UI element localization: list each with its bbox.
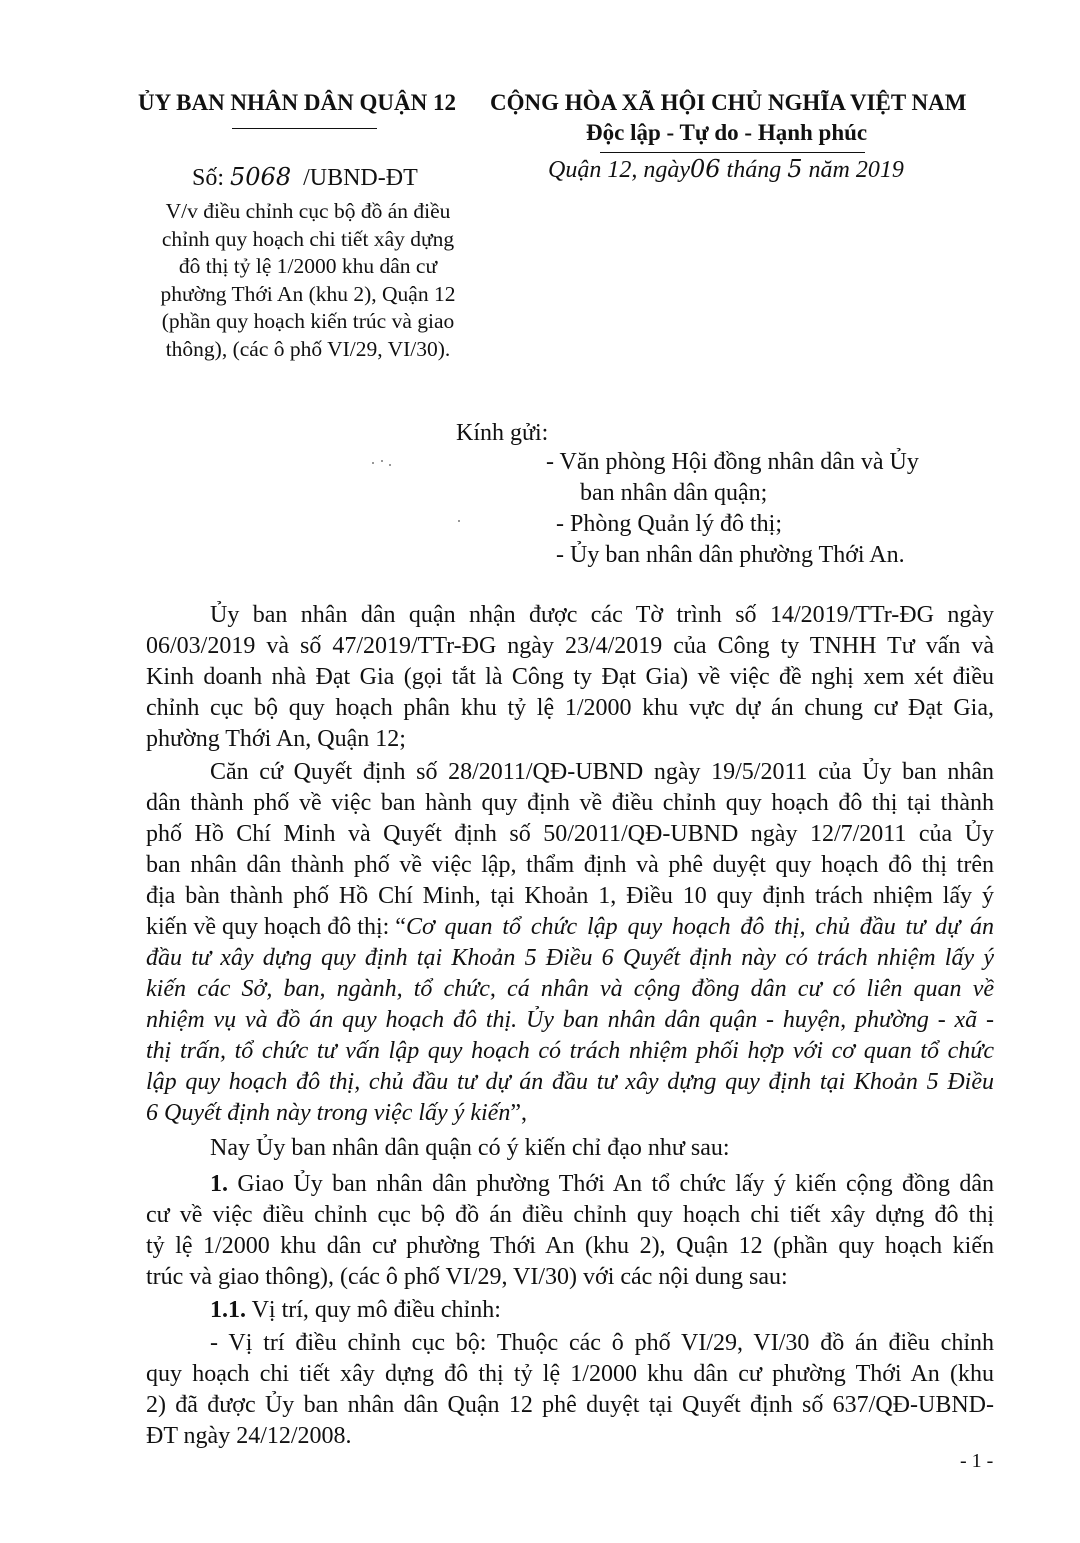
authority-underline	[232, 128, 377, 129]
quote-line: thị trấn, tổ chức tư vấn lập quy hoạch có trách nhiệm phối hợp với cơ quan tổ chức	[146, 1038, 994, 1064]
recipient-item: ban nhân dân quận;	[580, 480, 768, 506]
body-line: chỉnh cục bộ quy hoạch phân khu tỷ lệ 1/2000 khu vực dự án chung cư Đạt Gia,	[146, 695, 994, 721]
subject-line: chỉnh quy hoạch chi tiết xây dựng	[161, 226, 455, 251]
body-line: phường Thới An, Quận 12;	[146, 726, 406, 752]
recipient-item: - Ủy ban nhân dân phường Thới An.	[556, 542, 905, 568]
issue-date	[548, 155, 904, 184]
quote-close: ”,	[510, 1100, 527, 1126]
date-prefix: Quận 12, ngày	[548, 157, 690, 183]
national-title: CỘNG HÒA XÃ HỘI CHỦ NGHĨA VIỆT NAM	[490, 90, 967, 115]
body-line: 06/03/2019 và số 47/2019/TTr-ĐG ngày 23/4/2019 của Công ty TNHH Tư vấn và	[146, 633, 994, 659]
date-suffix: năm 2019	[808, 157, 904, 183]
quote-line: lập quy hoạch đô thị, chủ đầu tư dự án đầu tư xây dựng quy định tại Khoản 5 Điều	[146, 1069, 994, 1095]
handwritten-day: 06	[689, 155, 721, 183]
quote-line: đầu tư xây dựng quy định tại Khoản 5 Điều 6 Quyết định này có trách nhiệm lấy ý	[146, 945, 994, 971]
recipient-item: - Văn phòng Hội đồng nhân dân và Ủy	[546, 449, 919, 475]
issuing-authority: ỦY BAN NHÂN DÂN QUẬN 12	[138, 90, 456, 115]
quote-start: Cơ quan tổ chức lập quy hoạch đô thị, chủ đầu tư dự án	[405, 914, 994, 940]
scan-speck	[381, 460, 383, 462]
document-number	[192, 163, 418, 192]
body-line: Nay Ủy ban nhân dân quận có ý kiến chỉ đạo như sau:	[210, 1135, 730, 1161]
body-line: dân thành phố về việc ban hành quy định về điều chỉnh quy hoạch đô thị tại thành	[146, 790, 994, 816]
body-line: quy hoạch chi tiết xây dựng đô thị tỷ lệ 1/2000 khu dân cư phường Thới An (khu	[146, 1361, 994, 1387]
quote-line: nhiệm vụ và đồ án quy hoạch đô thị. Ủy ban nhân dân quận - huyện, phường - xã -	[146, 1007, 994, 1033]
body-line-mixed	[146, 914, 994, 941]
subject-line: V/v điều chỉnh cục bộ đồ án điều	[165, 199, 451, 223]
body-line: ban nhân dân thành phố về việc lập, thẩm định và phê duyệt quy hoạch đô thị trên	[146, 852, 994, 878]
recipient-item: - Phòng Quản lý đô thị;	[556, 511, 782, 537]
scan-speck	[458, 520, 460, 522]
number-suffix: /UBND-ĐT	[303, 165, 418, 191]
body-line: Kinh doanh nhà Đạt Gia (gọi tắt là Công ty Đạt Gia) về việc đề nghị xem xét điều	[146, 664, 994, 690]
item-1-1-number: 1.1.	[210, 1297, 246, 1323]
body-line: Căn cứ Quyết định số 28/2011/QĐ-UBND ngày 19/5/2011 của Ủy ban nhân	[210, 759, 994, 785]
recipients-label: Kính gửi:	[456, 420, 549, 446]
national-motto: Độc lập - Tự do - Hạnh phúc	[586, 120, 868, 145]
scan-speck	[389, 464, 391, 466]
motto-underline	[600, 152, 865, 153]
body-line: ĐT ngày 24/12/2008.	[146, 1423, 352, 1449]
quote-end: 6 Quyết định này trong việc lấy ý kiến	[146, 1100, 511, 1126]
item-1-first-line	[210, 1171, 994, 1198]
item-1-number: 1.	[210, 1171, 228, 1197]
scan-speck	[372, 462, 374, 464]
item-1-1-title: Vị trí, quy mô điều chỉnh:	[246, 1297, 501, 1323]
subject-line: thông), (các ô phố VI/29, VI/30).	[165, 336, 451, 361]
body-line-lead: kiến về quy hoạch đô thị: “	[146, 914, 406, 940]
subject-line: (phần quy hoạch kiến trúc và giao	[161, 309, 455, 333]
quote-line: kiến các Sở, ban, ngành, tổ chức, cá nhân và cộng đồng dân cư có liên quan về	[146, 976, 994, 1002]
handwritten-number: 5068	[230, 163, 292, 191]
subject-block	[148, 198, 468, 363]
body-line: phố Hồ Chí Minh và Quyết định số 50/2011/QĐ-UBND ngày 12/7/2011 của Ủy	[146, 821, 994, 847]
body-line: - Vị trí điều chỉnh cục bộ: Thuộc các ô phố VI/29, VI/30 đồ án điều chỉnh	[210, 1330, 994, 1356]
subject-line: đô thị tỷ lệ 1/2000 khu dân cư	[178, 254, 438, 278]
page-number: - 1 -	[960, 1450, 994, 1472]
body-line: 2) đã được Ủy ban nhân dân Quận 12 phê duyệt tại Quyết định số 637/QĐ-UBND-	[146, 1392, 994, 1418]
item-1-text: Giao Ủy ban nhân dân phường Thới An tổ chức lấy ý kiến cộng đồng dân	[228, 1171, 994, 1197]
subject-line: phường Thới An (khu 2), Quận 12	[160, 281, 456, 306]
number-prefix: Số:	[192, 165, 225, 191]
body-line: trúc và giao thông), (các ô phố VI/29, VI/30) với các nội dung sau:	[146, 1264, 788, 1290]
body-line: tỷ lệ 1/2000 khu dân cư phường Thới An (khu 2), Quận 12 (phần quy hoạch kiến	[146, 1233, 994, 1259]
date-mid: tháng	[726, 157, 782, 183]
item-1-1-heading	[210, 1297, 501, 1324]
body-line: cư về việc điều chỉnh cục bộ đồ án điều chỉnh quy hoạch chi tiết xây dựng đô thị	[146, 1202, 994, 1228]
body-line: Ủy ban nhân dân quận nhận được các Tờ trình số 14/2019/TTr-ĐG ngày	[210, 602, 994, 628]
body-line: địa bàn thành phố Hồ Chí Minh, tại Khoản 1, Điều 10 quy định trách nhiệm lấy ý	[146, 883, 994, 909]
quote-last-line	[146, 1100, 527, 1127]
handwritten-month: 5	[787, 155, 803, 183]
